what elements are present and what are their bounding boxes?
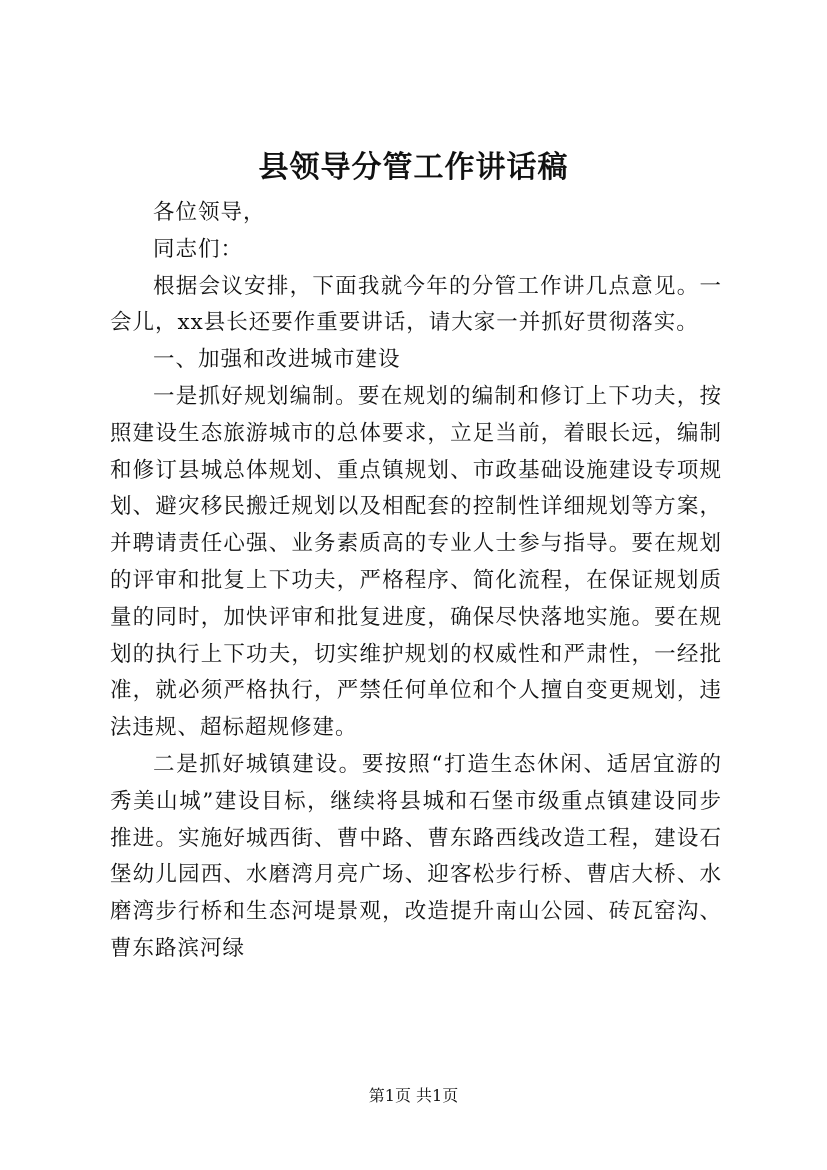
section-heading: 一、加强和改进城市建设 [153,347,401,373]
paragraph-town-construction: 二是抓好城镇建设。要按照“打造生态休闲、适居宜游的秀美山城”建设目标，继续将县城和石堡市级重点镇建设同步推进。实施好城西街、曹中路、曹东路西线改造工程，建设石堡幼儿园西、水磨湾月亮广场、迎客松步行桥、曹店大桥、水磨湾步行桥和生态河堤景观，改造提升南山公园、砖瓦窑沟、曹东路滨河绿 [110,751,722,961]
document-title: 县领导分管工作讲话稿 [258,150,569,185]
salutation-leaders: 各位领导， [153,200,266,225]
salutation-comrades: 同志们： [153,236,244,262]
document-body [110,195,722,968]
intro-paragraph: 根据会议安排，下面我就今年的分管工作讲几点意见。一会儿，xx县长还要作重要讲话，请大家一并抓好贯彻落实。 [110,273,722,336]
paragraph-planning: 一是抓好规划编制。要在规划的编制和修订上下功夫，按照建设生态旅游城市的总体要求，立足当前，着眼长远，编制和修订县城总体规划、重点镇规划、市政基础设施建设专项规划、避灾移民搬迁规划以及相配套的控制性详细规划等方案，并聘请责任心强、业务素质高的专业人士参与指导。要在规划的评审和批复上下功夫，严格程序、简化流程，在保证规划质量的同时，加快评审和批复进度，确保尽快落地实施。要在规划的执行上下功夫，切实维护规划的权威性和严肃性，一经批准，就必须严格执行，严禁任何单位和个人擅自变更规划，违法违规、超标超规修建。 [110,383,722,741]
page-footer: 第1页 共1页 [368,1086,459,1105]
